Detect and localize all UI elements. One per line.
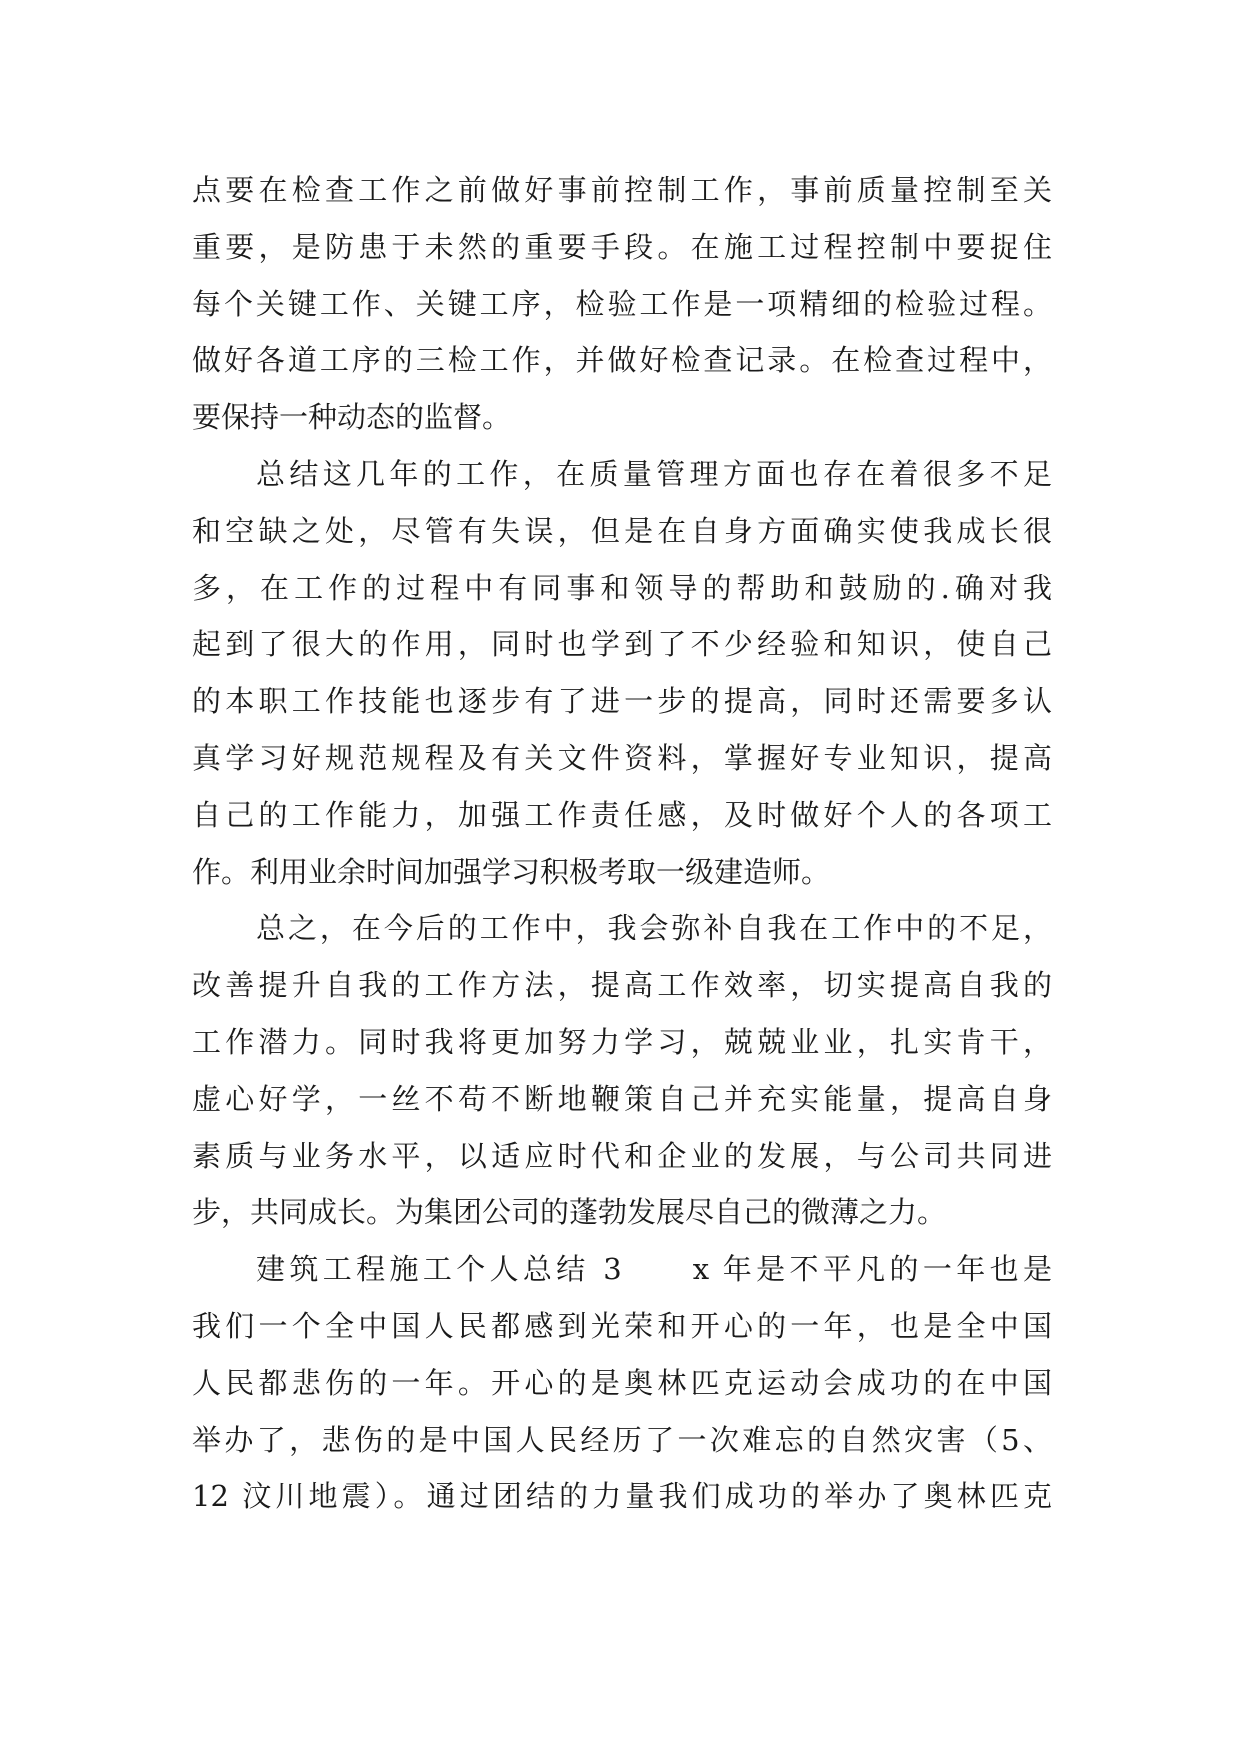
text-line: 和空缺之处，尽管有失误，但是在自身方面确实使我成长很 <box>192 513 1052 548</box>
text-line: 每个关键工作、关键工序，检验工作是一项精细的检验过程。 <box>192 286 1052 321</box>
text-line: 我们一个全中国人民都感到光荣和开心的一年，也是全中国 <box>192 1308 1052 1343</box>
document-body <box>192 162 1052 1525</box>
text-line: 作。利用业余时间加强学习积极考取一级建造师。 <box>192 854 831 889</box>
text-line: 自己的工作能力，加强工作责任感，及时做好个人的各项工 <box>192 797 1052 832</box>
text-line: 做好各道工序的三检工作，并做好检查记录。在检查过程中， <box>192 343 1052 378</box>
paragraph-first-line: 总之，在今后的工作中，我会弥补自我在工作中的不足， <box>256 911 1052 946</box>
text-line: 起到了很大的作用，同时也学到了不少经验和知识，使自己 <box>192 627 1052 662</box>
text-line: 重要，是防患于未然的重要手段。在施工过程控制中要捉住 <box>192 229 1052 264</box>
section-heading-line: 建筑工程施工个人总结 3 x 年是不平凡的一年也是 <box>256 1252 1052 1287</box>
text-line: 真学习好规范规程及有关文件资料，掌握好专业知识，提高 <box>192 740 1052 775</box>
text-line: 点要在检查工作之前做好事前控制工作，事前质量控制至关 <box>192 173 1052 207</box>
paragraph-first-line: 总结这几年的工作，在质量管理方面也存在着很多不足 <box>256 456 1052 491</box>
text-line: 工作潜力。同时我将更加努力学习，兢兢业业，扎实肯干， <box>192 1024 1052 1059</box>
text-line: 素质与业务水平，以适应时代和企业的发展，与公司共同进 <box>192 1138 1052 1173</box>
text-line: 12 汶川地震）。通过团结的力量我们成功的举办了奥林匹克 <box>192 1479 1052 1514</box>
text-line: 改善提升自我的工作方法，提高工作效率，切实提高自我的 <box>192 968 1052 1003</box>
text-line: 多，在工作的过程中有同事和领导的帮助和鼓励的.确对我 <box>192 570 1052 605</box>
text-line: 虚心好学，一丝不苟不断地鞭策自己并充实能量，提高自身 <box>192 1081 1052 1116</box>
text-line: 要保持一种动态的监督。 <box>192 400 512 435</box>
text-line: 人民都悲伤的一年。开心的是奥林匹克运动会成功的在中国 <box>192 1365 1052 1400</box>
text-line: 步，共同成长。为集团公司的蓬勃发展尽自己的微薄之力。 <box>192 1195 947 1230</box>
text-line: 举办了，悲伤的是中国人民经历了一次难忘的自然灾害（5、 <box>192 1422 1052 1457</box>
text-line: 的本职工作技能也逐步有了进一步的提高，同时还需要多认 <box>192 684 1052 719</box>
